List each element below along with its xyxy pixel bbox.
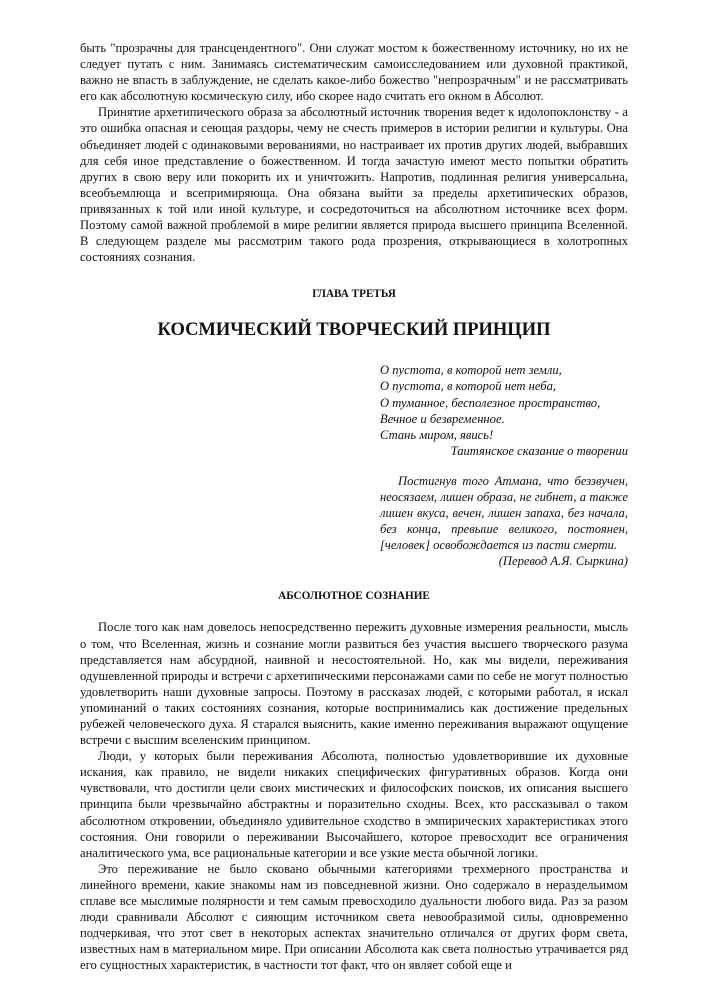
epigraph-upanishad bbox=[380, 473, 628, 570]
intro-paragraph-1: быть "прозрачны для трансцендентного". Они служат мостом к божественному источнику, но их не следует путать с ним. Занимаясь систематическим самоисследованием или духовной практикой, важно не впасть в заблуждение, не сделать какое-либо божество "непрозрачным" и не рассматривать его как абсолютную космическую силу, ибо скорее надо считать его окном в Абсолют. bbox=[80, 41, 628, 104]
epigraph-tahitian bbox=[380, 362, 628, 459]
document-page bbox=[80, 40, 628, 974]
epigraph-line: О пустота, в которой нет земли, bbox=[380, 363, 562, 378]
chapter-label: ГЛАВА ТРЕТЬЯ bbox=[312, 288, 396, 301]
epigraph-line: О туманное, бесполезное пространство, bbox=[380, 395, 601, 410]
epigraph-line: О пустота, в которой нет неба, bbox=[380, 379, 557, 394]
epigraph-text: Постигнув того Атмана, что беззвучен, неосязаем, лишен образа, не гибнет, а также лишен вкуса, вечен, лишен запаха, без начала, без конца, превыше великого, постоянен, [человек] освобождается из пасти смерти. bbox=[380, 473, 628, 553]
section-title: АБСОЛЮТНОЕ СОЗНАНИЕ bbox=[278, 590, 430, 603]
epigraph-source: Таитянское сказание о творении bbox=[450, 443, 628, 458]
section-paragraph-1: После того как нам довелось непосредственно пережить духовные измерения реальности, мысль о том, что Вселенная, жизнь и сознание могли развиться без участия высшего творческого разума представляется нам абсурдной, наивной и несостоятельной. Но, как мы видели, переживания одушевленной природы и встречи с архетипическими персонажами сами по себе не могут полностью удовлетворить наши духовные запросы. Поэтому в рассказах людей, с которыми работал, я искал упоминаний о таких состояниях сознания, которые воспринимались как достижение предельных рубежей человеческого духа. Я старался выяснить, какие именно переживания выражают ощущение встречи с высшим вселенским принципом. bbox=[80, 620, 628, 748]
epigraph-line: Вечное и безвременное. bbox=[380, 411, 505, 426]
intro-paragraph-2: Принятие архетипического образа за абсолютный источник творения ведет к идолопоклонству - а это ошибка опасная и сеющая раздоры, чему не счесть примеров в истории религии и культуры. Она объединяет людей с одинаковыми верованиями, но настраивает их против других людей, выбравших для себя иное представление о божественном. И тогда зачастую имеют место попытки обратить других в свою веру или покорить их и уничтожить. Напротив, подлинная религия универсальна, всеобъемлюща и всепримиряюща. Она обязана выйти за пределы архетипических образов, привязанных к той или иной культуре, и сосредоточиться на абсолютном источнике всех форм. Поэтому самой важной проблемой в мире религии является природа высшего принципа Вселенной. В следующем разделе мы рассмотрим такого рода прозрения, открывающиеся в холотропных состояниях сознания. bbox=[80, 105, 628, 265]
section-paragraph-3: Это переживание не было сковано обычными категориями трехмерного пространства и линейного времени, какие знакомы нам из повседневной жизни. Оно содержало в нераздельимом сплаве все мыслимые полярности и тем самым превосходило дуальности любого вида. Раз за разом люди сравнивали Абсолют с сияющим источником света невообразимой силы, одновременно подчеркивая, что этот свет в некоторых аспектах значительно отличался от других форм света, известных нам в материальном мире. При описании Абсолюта как света полностью утрачивается ряд его сущностных характеристик, в частности тот факт, что он являет собой еще и bbox=[80, 861, 628, 973]
epigraph-source: (Перевод А.Я. Сыркина) bbox=[498, 554, 628, 569]
section-paragraph-2: Люди, у которых были переживания Абсолюта, полностью удовлетворившие их духовные искания, как правило, не видели никаких специфических фигуративных образов. Когда они чувствовали, что достигли цели своих мистических и философских поисков, их описания высшего принципа были чрезвычайно абстрактны и поразительно сходны. Всех, кто рассказывал о таком абсолютном откровении, объединяло удивительное сходство в эмпирических характеристиках этого состояния. Они говорили о переживании Высочайшего, которое превосходит все ограничения аналитического ума, все рациональные категории и все узкие места обычной логики. bbox=[80, 749, 628, 860]
epigraph-line: Стань миром, явись! bbox=[380, 427, 494, 442]
chapter-title: КОСМИЧЕСКИЙ ТВОРЧЕСКИЙ ПРИНЦИП bbox=[157, 320, 551, 341]
